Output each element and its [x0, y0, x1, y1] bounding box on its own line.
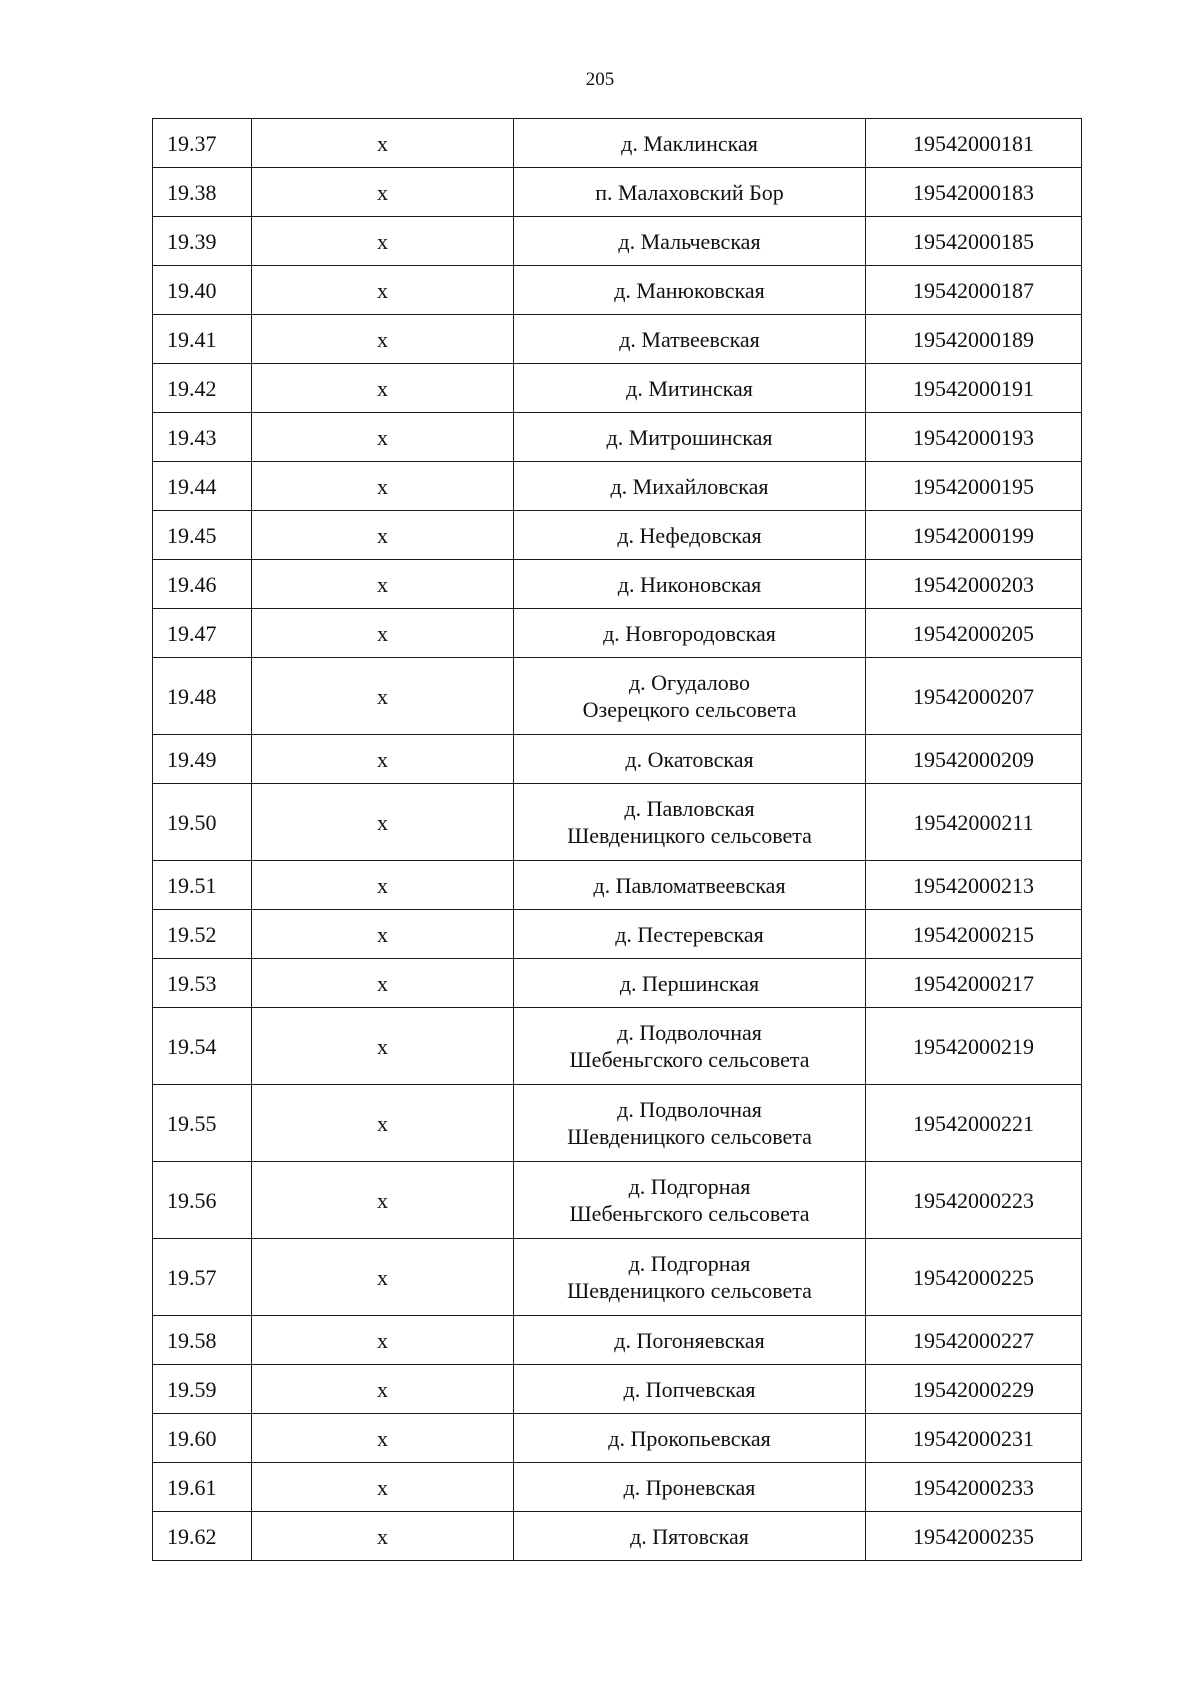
settlement-name-line: д. Окатовская — [625, 746, 754, 772]
oktmo-code-cell: 19542000235 — [866, 1512, 1082, 1561]
row-number-cell: 19.61 — [153, 1463, 252, 1512]
row-number-cell: 19.40 — [153, 266, 252, 315]
table-row — [153, 1316, 1082, 1365]
settlement-name-line: д. Погоняевская — [614, 1327, 765, 1353]
settlement-name-line: д. Манюковская — [614, 277, 765, 303]
settlement-name-cell — [514, 1365, 866, 1414]
x-mark-cell: х — [252, 1239, 514, 1316]
x-mark-cell: х — [252, 1085, 514, 1162]
settlement-name-line: д. Павловская — [624, 796, 755, 821]
x-mark-cell: х — [252, 462, 514, 511]
table-row — [153, 462, 1082, 511]
oktmo-code-cell: 19542000229 — [866, 1365, 1082, 1414]
settlement-name-cell — [514, 910, 866, 959]
settlement-name-cell — [514, 462, 866, 511]
settlement-name-cell — [514, 266, 866, 315]
row-number-cell: 19.54 — [153, 1008, 252, 1085]
table-row — [153, 119, 1082, 168]
table-row — [153, 1008, 1082, 1085]
row-number-cell: 19.60 — [153, 1414, 252, 1463]
settlement-name-line: Шевденицкого сельсовета — [567, 823, 812, 848]
x-mark-cell: х — [252, 560, 514, 609]
row-number-cell: 19.58 — [153, 1316, 252, 1365]
settlements-table — [152, 118, 1082, 1561]
x-mark-cell: х — [252, 910, 514, 959]
row-number-cell: 19.48 — [153, 658, 252, 735]
table-row — [153, 217, 1082, 266]
oktmo-code-cell: 19542000195 — [866, 462, 1082, 511]
x-mark-cell: х — [252, 1008, 514, 1085]
table-row — [153, 315, 1082, 364]
row-number-cell: 19.55 — [153, 1085, 252, 1162]
settlement-name-cell — [514, 658, 866, 735]
row-number-cell: 19.39 — [153, 217, 252, 266]
oktmo-code-cell: 19542000231 — [866, 1414, 1082, 1463]
row-number-cell: 19.47 — [153, 609, 252, 658]
oktmo-code-cell: 19542000221 — [866, 1085, 1082, 1162]
oktmo-code-cell: 19542000187 — [866, 266, 1082, 315]
settlement-name-line: д. Михайловская — [610, 473, 769, 499]
settlement-name-cell — [514, 1239, 866, 1316]
x-mark-cell: х — [252, 1316, 514, 1365]
settlement-name-line: д. Попчевская — [623, 1376, 756, 1402]
table-body — [153, 119, 1082, 1561]
settlement-name-cell — [514, 168, 866, 217]
oktmo-code-cell: 19542000189 — [866, 315, 1082, 364]
settlement-name-line: д. Мальчевская — [618, 228, 761, 254]
settlement-name-cell — [514, 1316, 866, 1365]
table-row — [153, 609, 1082, 658]
x-mark-cell: х — [252, 217, 514, 266]
table-row — [153, 168, 1082, 217]
settlement-name-cell — [514, 959, 866, 1008]
oktmo-code-cell: 19542000205 — [866, 609, 1082, 658]
x-mark-cell: х — [252, 119, 514, 168]
settlement-name-cell — [514, 511, 866, 560]
settlement-name-line: Шевденицкого сельсовета — [567, 1278, 812, 1303]
row-number-cell: 19.43 — [153, 413, 252, 462]
settlement-name-line: п. Малаховский Бор — [595, 179, 784, 205]
x-mark-cell: х — [252, 1414, 514, 1463]
x-mark-cell: х — [252, 1365, 514, 1414]
settlement-name-line: д. Подволочная — [617, 1097, 762, 1122]
settlement-name-cell — [514, 119, 866, 168]
settlement-name-line: д. Нефедовская — [617, 522, 762, 548]
row-number-cell: 19.42 — [153, 364, 252, 413]
row-number-cell: 19.51 — [153, 861, 252, 910]
row-number-cell: 19.37 — [153, 119, 252, 168]
table-row — [153, 1365, 1082, 1414]
oktmo-code-cell: 19542000209 — [866, 735, 1082, 784]
oktmo-code-cell: 19542000183 — [866, 168, 1082, 217]
table-row — [153, 1512, 1082, 1561]
table-row — [153, 1414, 1082, 1463]
x-mark-cell: х — [252, 1512, 514, 1561]
row-number-cell: 19.50 — [153, 784, 252, 861]
row-number-cell: 19.49 — [153, 735, 252, 784]
settlement-name-line: д. Павломатвеевская — [593, 872, 786, 898]
oktmo-code-cell: 19542000227 — [866, 1316, 1082, 1365]
row-number-cell: 19.44 — [153, 462, 252, 511]
settlement-name-line: д. Першинская — [619, 970, 760, 996]
settlement-name-cell — [514, 217, 866, 266]
row-number-cell: 19.46 — [153, 560, 252, 609]
oktmo-code-cell: 19542000233 — [866, 1463, 1082, 1512]
oktmo-code-cell: 19542000185 — [866, 217, 1082, 266]
settlement-name-line: д. Прокопьевская — [608, 1425, 771, 1451]
x-mark-cell: х — [252, 413, 514, 462]
row-number-cell: 19.52 — [153, 910, 252, 959]
settlement-name-cell — [514, 1008, 866, 1085]
table-row — [153, 266, 1082, 315]
oktmo-code-cell: 19542000181 — [866, 119, 1082, 168]
settlement-name-cell — [514, 315, 866, 364]
x-mark-cell: х — [252, 364, 514, 413]
table-row — [153, 1162, 1082, 1239]
settlement-name-line: Шебеньгского сельсовета — [569, 1047, 810, 1072]
settlement-name-line: Шевденицкого сельсовета — [567, 1124, 812, 1149]
settlement-name-cell — [514, 1463, 866, 1512]
x-mark-cell: х — [252, 1463, 514, 1512]
oktmo-code-cell: 19542000199 — [866, 511, 1082, 560]
settlement-name-cell — [514, 861, 866, 910]
table-row — [153, 1085, 1082, 1162]
table-row — [153, 861, 1082, 910]
settlement-name-line: д. Митинская — [626, 375, 753, 401]
oktmo-code-cell: 19542000223 — [866, 1162, 1082, 1239]
settlement-name-line: д. Никоновская — [617, 571, 762, 597]
oktmo-code-cell: 19542000207 — [866, 658, 1082, 735]
settlement-name-cell — [514, 1414, 866, 1463]
table-row — [153, 658, 1082, 735]
settlement-name-cell — [514, 1085, 866, 1162]
row-number-cell: 19.59 — [153, 1365, 252, 1414]
table-row — [153, 1463, 1082, 1512]
x-mark-cell: х — [252, 784, 514, 861]
table-row — [153, 511, 1082, 560]
settlement-name-line: д. Маклинская — [621, 130, 758, 156]
settlement-name-line: д. Проневская — [623, 1474, 756, 1500]
row-number-cell: 19.53 — [153, 959, 252, 1008]
x-mark-cell: х — [252, 861, 514, 910]
settlement-name-cell — [514, 413, 866, 462]
settlement-name-line: д. Митрошинская — [606, 424, 773, 450]
table-row — [153, 413, 1082, 462]
settlement-name-line: д. Подволочная — [617, 1020, 762, 1045]
row-number-cell: 19.57 — [153, 1239, 252, 1316]
oktmo-code-cell: 19542000193 — [866, 413, 1082, 462]
settlement-name-cell — [514, 1162, 866, 1239]
table-row — [153, 910, 1082, 959]
settlement-name-cell — [514, 609, 866, 658]
table-row — [153, 735, 1082, 784]
x-mark-cell: х — [252, 315, 514, 364]
settlement-name-line: д. Пестеревская — [615, 921, 764, 947]
x-mark-cell: х — [252, 609, 514, 658]
oktmo-code-cell: 19542000219 — [866, 1008, 1082, 1085]
settlement-name-line: д. Новгородовская — [603, 620, 776, 646]
settlement-name-cell — [514, 560, 866, 609]
settlement-name-cell — [514, 735, 866, 784]
settlement-name-line: Шебеньгского сельсовета — [569, 1201, 810, 1226]
x-mark-cell: х — [252, 735, 514, 784]
table-row — [153, 364, 1082, 413]
table-row — [153, 1239, 1082, 1316]
settlement-name-cell — [514, 784, 866, 861]
table-row — [153, 560, 1082, 609]
row-number-cell: 19.45 — [153, 511, 252, 560]
x-mark-cell: х — [252, 266, 514, 315]
oktmo-code-cell: 19542000213 — [866, 861, 1082, 910]
oktmo-code-cell: 19542000203 — [866, 560, 1082, 609]
settlement-name-line: д. Пятовская — [630, 1523, 749, 1549]
settlement-name-line: Озерецкого сельсовета — [582, 697, 797, 722]
settlement-name-line: д. Подгорная — [628, 1251, 751, 1276]
row-number-cell: 19.56 — [153, 1162, 252, 1239]
oktmo-code-cell: 19542000217 — [866, 959, 1082, 1008]
x-mark-cell: х — [252, 511, 514, 560]
settlement-name-line: д. Подгорная — [628, 1174, 751, 1199]
settlement-name-line: д. Матвеевская — [619, 326, 760, 352]
settlement-name-cell — [514, 1512, 866, 1561]
oktmo-code-cell: 19542000215 — [866, 910, 1082, 959]
x-mark-cell: х — [252, 1162, 514, 1239]
oktmo-code-cell: 19542000211 — [866, 784, 1082, 861]
page-number: 205 — [585, 69, 615, 90]
x-mark-cell: х — [252, 959, 514, 1008]
oktmo-code-cell: 19542000225 — [866, 1239, 1082, 1316]
table-row — [153, 959, 1082, 1008]
row-number-cell: 19.62 — [153, 1512, 252, 1561]
settlement-name-cell — [514, 364, 866, 413]
settlement-name-line: д. Огудалово — [628, 670, 751, 695]
row-number-cell: 19.41 — [153, 315, 252, 364]
x-mark-cell: х — [252, 168, 514, 217]
x-mark-cell: х — [252, 658, 514, 735]
oktmo-code-cell: 19542000191 — [866, 364, 1082, 413]
row-number-cell: 19.38 — [153, 168, 252, 217]
table-row — [153, 784, 1082, 861]
